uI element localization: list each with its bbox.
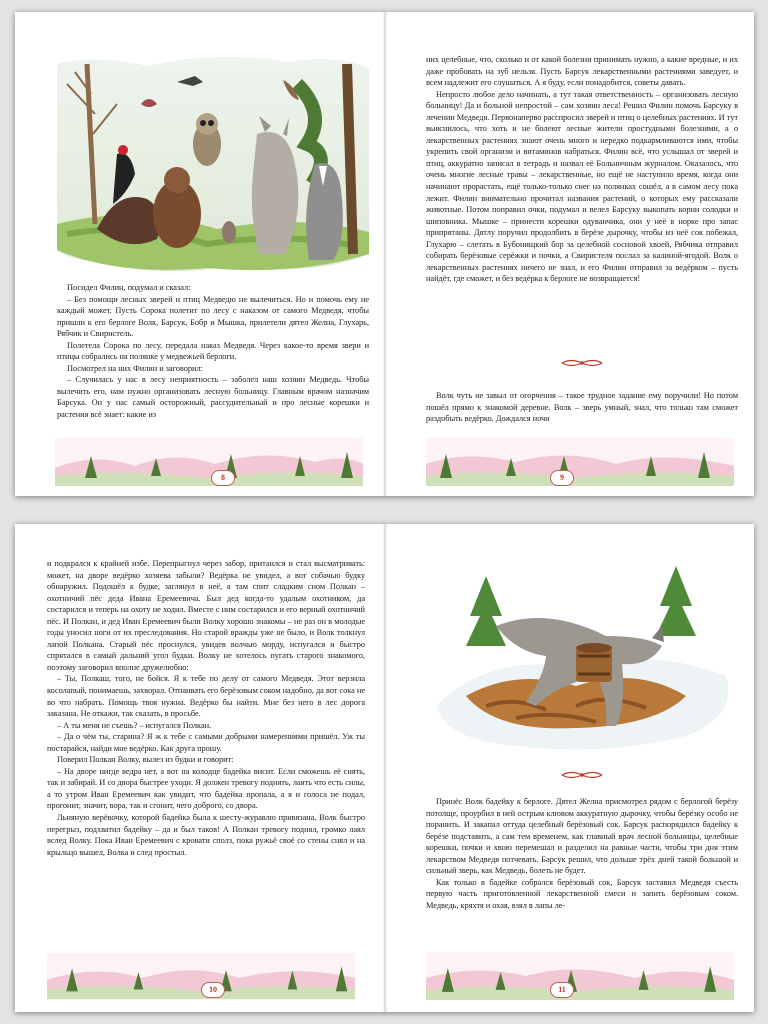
footer-landscape-ornament bbox=[426, 952, 734, 1000]
page-number: 10 bbox=[201, 982, 225, 998]
paragraph: и подкрался к крайней избе. Перепрыгнул через забор, притаился и стал высматривать: может, на дворе ведёрко хозяева забыли? Ведёрка не увидел, а вот собачью будку обнаружил. Подошёл к будке, заглянул в неё, а там спит сладким сном Полкан – охотничий пёс деда Ивана Еремеевича. Был дед когда-то удалым охотником, да состарился и теперь на охоту не ходил. Вместе с ним состарился и его верный охотничий пёс. И Полкан, и дед Иван Еремеевич были Волку хорошо знакомы – не раз он в молодые годы уносил ноги от их преследования. Но старой вражды уже не было, и Волк толкнул лапой Полкана. Старый пёс проснулся, увидев волчью морду, испугался и быстро спрятался в самый дальний угол будки. Волку не хотелось пугать старого знакомого, поэтому заговорил вполне дружелюбно: bbox=[47, 559, 365, 672]
page-10 bbox=[15, 524, 383, 1012]
page-9-text-continued bbox=[426, 390, 738, 425]
paragraph: Непросто любое дело начинать, а тут такая ответственность – организовать лесную больницу! Да и больной непростой – сам хозяин леса! Решил Филин помочь Барсуку в лечении Медведя. Первонаперво расспросил зверей и птиц о целебных растениях. И тут выяснилось, что хоть и не болеют лесные жители простудными болезнями, а о лекарственных растениях знают очень много и нередко подкармливаются ими, чтобы укрепить свой организм и витаминов набраться. Филин всё, что услышал от зверей и птиц, аккуратно записал в тетрадь и назвал её Больничным журналом. Оказалось, что очень многие лесные травы – лекарственные, но ещё не наступило время, когда они начинают прорастать, ещё только-только снег на полянках сошёл, а в самом лесу пока лежит. Филин внимательно прочитал названия растений, о которых ему рассказали животные. Потом поправил очки, подумал и велел Барсуку выкопать корни солодки и шиповника. Мышке – принести корешки одуванчика, они у неё в норке про запас припрятаны. Дятлу поручил продолбить в берёзе дырочку, чтобы из неё сок побежал, Глухарю – слетать в Бубонищкий бор за целебной сосновой хвоей, Рябчика отправил собирать берёзовые серёжки и почки, а Свиристеля послал за калиной-ягодой. Волк о лекарственных растениях ничего не знал, и его Филин отправил за ведёрком – пусть найдёт, где сможет, и без ведёрка к берлоге не возвращается! bbox=[426, 89, 738, 284]
page-8-text bbox=[57, 282, 369, 421]
book-spread-bottom bbox=[15, 524, 754, 1012]
page-10-text bbox=[47, 558, 365, 858]
paragraph: – Без помощи лесных зверей и птиц Медведю не вылечиться. Но и помочь ему не каждый может. Пусть Сорока полетит по лесу с наказом от самого Медведя, чтобы пришли к его берлоге Волк, Барсук, Бобр и Мышка, прилетели дятел Желна, Глухарь, Рябчик и Свиристель. bbox=[57, 294, 369, 339]
paragraph: Поверил Полкан Волку, вылез из будки и говорит: bbox=[57, 755, 234, 765]
paragraph: – Случилась у нас в лесу неприятность – заболел наш хозяин Медведь. Чтобы вылечить его, нам нужно организовать лесную больницу. Главным врачом назначим Барсука. Он у нас самый осторожный, рассудительный и про лесные корешки и растения всё знает: какие из bbox=[57, 375, 369, 420]
page-11 bbox=[386, 524, 754, 1012]
footer-landscape-ornament bbox=[426, 438, 734, 486]
paragraph: – На дворе нигде ведра нет, а вот на колодце бадейка висит. Если сможешь её снять, так и забирай. И со двора быстрее уходи. Я должен тревогу поднять, лаять что есть силы, а то утром Иван Еремеевич как увидит, что бадейка пропала, а я и голоса не подал, прогонит, значит, вора, так и сгонит, чего доброго, со двора. bbox=[47, 766, 365, 811]
paragraph: Льняную верёвочку, которой бадейка была к шесту-журавлю привязана, Волк быстро перегрыз, подхватил бадейку – да и был таков! А Полкан тревогу поднял, громко лаял вслед Волку. Пока Иван Еремеевич с кровати сполз, пока ружьё своё со стены снял и на крыльцо вышел, Волка и след простыл. bbox=[47, 813, 365, 857]
section-divider-ornament bbox=[560, 358, 604, 368]
page-number: 9 bbox=[550, 470, 574, 486]
footer-landscape-ornament bbox=[55, 438, 363, 486]
book-spread-top bbox=[15, 12, 754, 496]
paragraph: – Да о чём ты, старина? Я ж к тебе с самыми добрыми намерениями пришёл. Уж ты постарайся, найди мне ведёрко. Как друга прошу. bbox=[47, 732, 365, 753]
page-number: 8 bbox=[211, 470, 235, 486]
page-9-text bbox=[426, 54, 738, 285]
page-number: 11 bbox=[550, 982, 574, 998]
paragraph: Посидел Филин, подумал и сказал: bbox=[67, 283, 191, 292]
paragraph: них целебные, что, сколько и от какой болезни принимать нужно, а какие вредные, и их даже пробовать на зуб нельзя. Пусть Барсук лекарственными растениями заведует, и всем надлежит его слушаться. А я буду, если понадобится, советы давать. bbox=[426, 55, 738, 88]
paragraph: Посмотрел на них Филин и заговорил: bbox=[67, 363, 203, 373]
forest-animals-meeting-illustration bbox=[57, 54, 369, 274]
paragraph: Полетела Сорока по лесу, передала наказ Медведя. Через какое-то время звери и птицы собрались на полянке у медвежьей берлоги. bbox=[57, 340, 369, 362]
paragraph: – Ты, Полкаш, того, не бойся. Я к тебе по делу от самого Медведя. Этот верзила косолапый, понимаешь, захворал. Отпаивать его берёзовым соком надобно, да вот сока не во что набрать. Помощь твоя нужна. Ведёрко бы найти. Мне без него в лес дорога заказана. Не откажи, так сказать, в просьбе. bbox=[47, 674, 365, 719]
paragraph: Принёс Волк бадейку к берлоге. Дятел Желна присмотрел рядом с берлогой берёзу потолще, проурбил в ней острым клювом аккуратную дырочку, чтобы берёзку особо не поранить. И закапал оттуда целебный берёзовый сок. Барсук распорядился бадейку к берёзе подставить, а сам тем временем, как главный врач лесной больницы, целебные корешки, почки и хвою перемешал и разделил на равные части, чтобы три дня этим лекарством Медведя потчевать. Барсук решил, что дольше трёх дней такой большой и сильный зверь, как Медведь, болеть не будет. bbox=[426, 797, 738, 876]
paragraph: – А ты меня не съешь? – испугался Полкан. bbox=[57, 720, 212, 730]
paragraph: Как только в бадейке собрался берёзовый сок, Барсук заставил Медведя съесть первую часть приготовленной лекарственной смеси и запить берёзовым соком. Медведь, кряхтя и охая, взял в лапы ле- bbox=[426, 877, 738, 910]
page-11-text bbox=[426, 796, 738, 911]
page-8 bbox=[15, 12, 383, 496]
paragraph: Волк чуть не завыл от огорчения – такое трудное задание ему поручили! Но потом пошёл прямо к знакомой деревне. Волк – зверь умный, знал, что только там сможет раздобыть ведёрко. Дождался ночи bbox=[426, 391, 738, 424]
page-9 bbox=[386, 12, 754, 496]
section-divider-ornament bbox=[560, 770, 604, 780]
wolf-carrying-tub-illustration bbox=[426, 556, 738, 756]
